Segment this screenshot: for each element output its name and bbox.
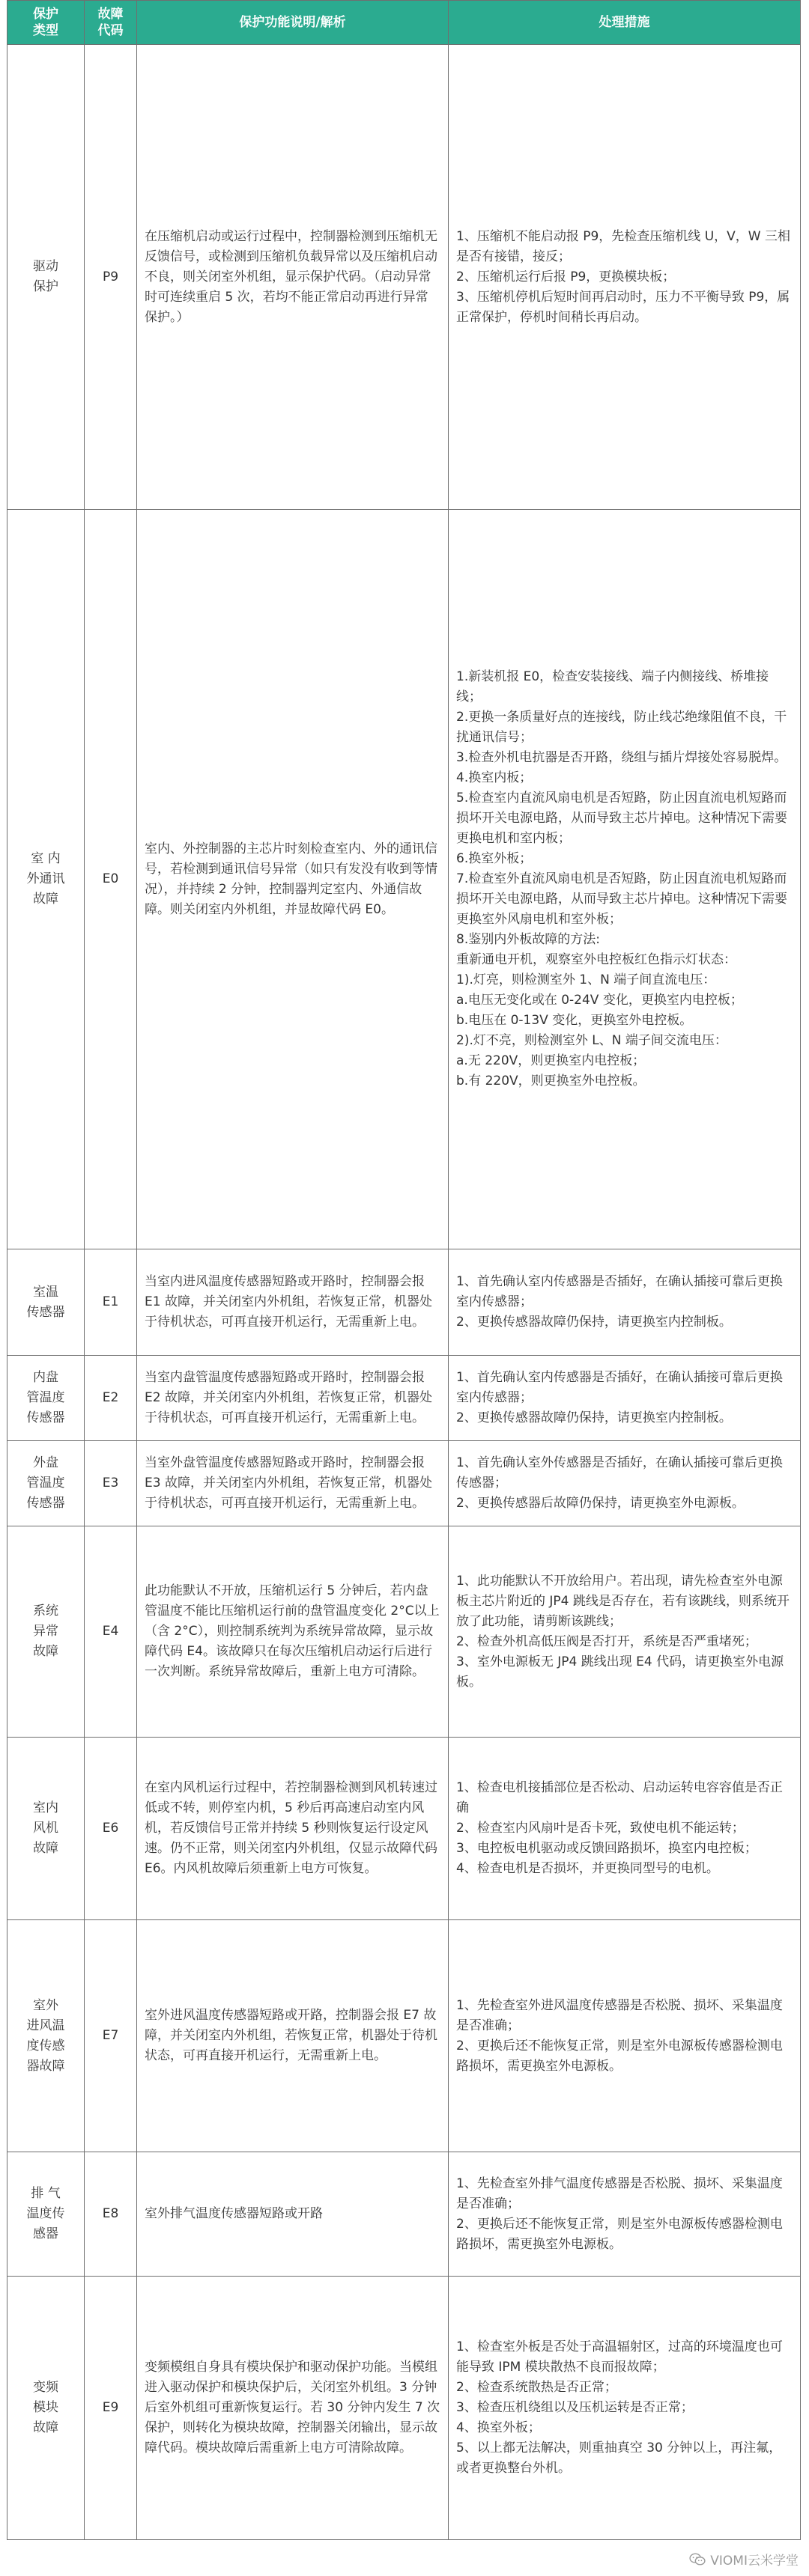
header-description: 保护功能说明/解析 xyxy=(137,1,449,45)
protection-description: 室外排气温度传感器短路或开路 xyxy=(137,2152,449,2277)
protection-description: 当室内盘管温度传感器短路或开路时，控制器会报 E2 故障，并关闭室内外机组，若恢复正常，机器处于待机状态，可再直接开机运行，无需重新上电。 xyxy=(137,1356,449,1441)
fault-code: E9 xyxy=(85,2277,137,2540)
measure-step: 重新通电开机，观察室外电控板红色指示灯状态： xyxy=(456,952,736,967)
measure-step: 1).灯亮，则检测室外 1、N 端子间直流电压： xyxy=(456,972,716,987)
wechat-icon xyxy=(689,2553,706,2566)
protection-description: 变频模组自身具有模块保护和驱动保护功能。当模组进入驱动保护和模块保护后，关闭室外机组。3 分钟后室外机组可重新恢复运行。若 30 分钟内发生 7 次保护，则转化为模块故障，控制器关闭输出，显示故障代码。模块故障后需重新上电方可清除故障。 xyxy=(137,2277,449,2540)
measure-step: 2、更换传感器故障仍保持，请更换室内控制板。 xyxy=(456,1315,732,1330)
measure-step: 1、首先确认室外传感器是否插好，在确认插接可靠后更换传感器； xyxy=(456,1455,783,1491)
fault-code: E6 xyxy=(85,1738,137,1920)
measure-step: 4.换室内板； xyxy=(456,770,533,785)
protection-type: 系统 异常 故障 xyxy=(7,1526,85,1738)
fault-code: E1 xyxy=(85,1249,137,1356)
measure-step: 2、压缩机运行后报 P9，更换模块板； xyxy=(456,269,676,284)
fault-row-e0 xyxy=(7,510,801,1249)
fault-code: E2 xyxy=(85,1356,137,1441)
protection-type: 室内 风机 故障 xyxy=(7,1738,85,1920)
measure-step: 5.检查室内直流风扇电机是否短路，防止因直流电机短路而损坏开关电源电路，从而导致主芯片掉电。这种情况下需要更换电机和室内板； xyxy=(456,791,787,846)
protection-description: 室内、外控制器的主芯片时刻检查室内、外的通讯信号，若检测到通讯信号异常（如只有发没有收到等情况），并持续 2 分钟，控制器判定室内、外通信故障。则关闭室内外机组，并显故障代码 E0。 xyxy=(137,510,449,1249)
handling-measures xyxy=(449,2277,801,2540)
watermark-text: VIOMI云米学堂 xyxy=(710,2554,799,2569)
measure-step: 2).灯不亮，则检测室外 L、N 端子间交流电压： xyxy=(456,1033,727,1048)
protection-description: 室外进风温度传感器短路或开路，控制器会报 E7 故障，并关闭室内外机组，若恢复正常，机器处于待机状态，可再直接开机运行，无需重新上电。 xyxy=(137,1920,449,2152)
measure-step: 2、更换后还不能恢复正常，则是室外电源板传感器检测电路损坏，需更换室外电源板。 xyxy=(456,2038,783,2074)
handling-measures xyxy=(449,2152,801,2277)
fault-code: E3 xyxy=(85,1441,137,1526)
fault-row-e8 xyxy=(7,2152,801,2277)
fault-code-table xyxy=(7,0,801,2540)
measure-step: 1、先检查室外进风温度传感器是否松脱、损坏、采集温度是否准确； xyxy=(456,1997,783,2033)
table-header-row xyxy=(7,1,801,45)
fault-row-e4 xyxy=(7,1526,801,1738)
header-measures: 处理措施 xyxy=(449,1,801,45)
protection-type: 室 内 外通讯 故障 xyxy=(7,510,85,1249)
header-protection-type: 保护 类型 xyxy=(7,1,85,45)
protection-type: 内盘 管温度 传感器 xyxy=(7,1356,85,1441)
measure-step: 2、更换传感器故障仍保持，请更换室内控制板。 xyxy=(456,1410,732,1425)
fault-code: E0 xyxy=(85,510,137,1249)
protection-type: 室外 进风温 度传感 器故障 xyxy=(7,1920,85,2152)
fault-row-e1 xyxy=(7,1249,801,1356)
protection-type: 排 气 温度传 感器 xyxy=(7,2152,85,2277)
fault-code: P9 xyxy=(85,45,137,510)
protection-description: 此功能默认不开放，压缩机运行 5 分钟后，若内盘管温度不能比压缩机运行前的盘管温度变化 2°C以上（含 2°C），则控制系统判为系统异常故障，显示故障代码 E4。该故障只在每次压缩机启动运行后进行一次判断。系统异常故障后，重新上电方可清除。 xyxy=(137,1526,449,1738)
handling-measures xyxy=(449,1249,801,1356)
measure-step: 2、检查室内风扇叶是否卡死，致使电机不能运转； xyxy=(456,1821,745,1836)
protection-type: 外盘 管温度 传感器 xyxy=(7,1441,85,1526)
measure-step: a.电压无变化或在 0-24V 变化，更换室内电控板； xyxy=(456,993,743,1008)
measure-step: 3.检查外机电抗器是否开路，绕组与插片焊接处容易脱焊。 xyxy=(456,750,787,765)
fault-row-e7 xyxy=(7,1920,801,2152)
fault-code: E4 xyxy=(85,1526,137,1738)
measure-step: 3、压缩机停机后短时间再启动时，压力不平衡导致 P9，属正常保护，停机时间稍长再启动。 xyxy=(456,289,790,325)
measure-step: 4、检查电机是否损坏，并更换同型号的电机。 xyxy=(456,1861,719,1876)
watermark xyxy=(689,2550,799,2569)
protection-type: 室温 传感器 xyxy=(7,1249,85,1356)
measure-step: 2、检查外机高低压阀是否打开，系统是否严重堵死； xyxy=(456,1633,757,1649)
measure-step: 1、检查室外板是否处于高温辐射区，过高的环境温度也可能导致 IPM 模块散热不良而报故障； xyxy=(456,2339,783,2375)
protection-description: 在室内风机运行过程中，若控制器检测到风机转速过低或不转，则停室内机，5 秒后再高速启动室内风机，若反馈信号正常并持续 5 秒则恢复运行设定风速。仍不正常，则关闭室内外机组，仅显示故障代码 E6。内风机故障后须重新上电方可恢复。 xyxy=(137,1738,449,1920)
fault-row-e9 xyxy=(7,2277,801,2540)
measure-step: 1、此功能默认不开放给用户。若出现，请先检查室外电源板主芯片附近的 JP4 跳线是否存在，若有该跳线，则系统开放了此功能，请剪断该跳线； xyxy=(456,1573,790,1629)
header-fault-code: 故障 代码 xyxy=(85,1,137,45)
measure-step: 1、先检查室外排气温度传感器是否松脱、损坏、采集温度是否准确； xyxy=(456,2175,783,2211)
measure-step: 3、电控板电机驱动或反馈回路损坏，换室内电控板； xyxy=(456,1841,757,1856)
protection-description: 当室外盘管温度传感器短路或开路时，控制器会报 E3 故障，并关闭室内外机组，若恢复正常，机器处于待机状态，可再直接开机运行，无需重新上电。 xyxy=(137,1441,449,1526)
measure-step: 2、更换后还不能恢复正常，则是室外电源板传感器检测电路损坏，需更换室外电源板。 xyxy=(456,2216,783,2252)
measure-step: 8.鉴别内外板故障的方法: xyxy=(456,932,600,947)
measure-step: 1.新装机报 E0，检查安装接线、端子内侧接线、桥堆接线； xyxy=(456,669,769,704)
handling-measures xyxy=(449,1738,801,1920)
measure-step: a.无 220V，则更换室内电控板； xyxy=(456,1053,646,1068)
measure-step: 3、检查压机绕组以及压机运转是否正常； xyxy=(456,2400,694,2415)
measure-step: b.电压在 0-13V 变化，更换室外电控板。 xyxy=(456,1013,693,1028)
handling-measures xyxy=(449,45,801,510)
protection-type: 变频 模块 故障 xyxy=(7,2277,85,2540)
measure-step: 1、压缩机不能启动报 P9，先检查压缩机线 U，V，W 三相是否有接错，接反； xyxy=(456,228,790,264)
measure-step: 1、检查电机接插部位是否松动、启动运转电容容值是否正确 xyxy=(456,1780,783,1815)
handling-measures xyxy=(449,1526,801,1738)
measure-step: 3、室外电源板无 JP4 跳线出现 E4 代码，请更换室外电源板。 xyxy=(456,1654,784,1690)
measure-step: 5、以上都无法解决，则重抽真空 30 分钟以上，再注氟，或者更换整台外机。 xyxy=(456,2440,782,2476)
handling-measures xyxy=(449,1920,801,2152)
protection-type: 驱动 保护 xyxy=(7,45,85,510)
measure-step: 2、更换传感器后故障仍保持，请更换室外电源板。 xyxy=(456,1496,745,1511)
measure-step: 2.更换一条质量好点的连接线，防止线芯绝缘阻值不良，干扰通讯信号； xyxy=(456,710,787,745)
fault-row-e2 xyxy=(7,1356,801,1441)
measure-step: 1、首先确认室内传感器是否插好，在确认插接可靠后更换室内传感器； xyxy=(456,1370,783,1405)
protection-description: 在压缩机启动或运行过程中，控制器检测到压缩机无反馈信号，或检测到压缩机负载异常以及压缩机启动不良，则关闭室外机组，显示保护代码。（启动异常时可连续重启 5 次，若均不能正常启动再进行异常保护。） xyxy=(137,45,449,510)
measure-step: 2、检查系统散热是否正常； xyxy=(456,2380,617,2395)
fault-code: E7 xyxy=(85,1920,137,2152)
protection-description: 当室内进风温度传感器短路或开路时，控制器会报 E1 故障，并关闭室内外机组，若恢复正常，机器处于待机状态，可再直接开机运行，无需重新上电。 xyxy=(137,1249,449,1356)
measure-step: 7.检查室外直流风扇电机是否短路，防止因直流电机短路而损坏开关电源电路，从而导致主芯片掉电。这种情况下需要更换室外风扇电机和室外板； xyxy=(456,871,787,927)
fault-code: E8 xyxy=(85,2152,137,2277)
measure-step: 4、换室外板； xyxy=(456,2420,541,2435)
measure-step: 6.换室外板； xyxy=(456,851,533,866)
fault-row-p9 xyxy=(7,45,801,510)
handling-measures xyxy=(449,1356,801,1441)
handling-measures xyxy=(449,510,801,1249)
fault-row-e6 xyxy=(7,1738,801,1920)
measure-step: 1、首先确认室内传感器是否插好，在确认插接可靠后更换室内传感器； xyxy=(456,1274,783,1309)
fault-row-e3 xyxy=(7,1441,801,1526)
handling-measures xyxy=(449,1441,801,1526)
measure-step: b.有 220V，则更换室外电控板。 xyxy=(456,1074,646,1088)
